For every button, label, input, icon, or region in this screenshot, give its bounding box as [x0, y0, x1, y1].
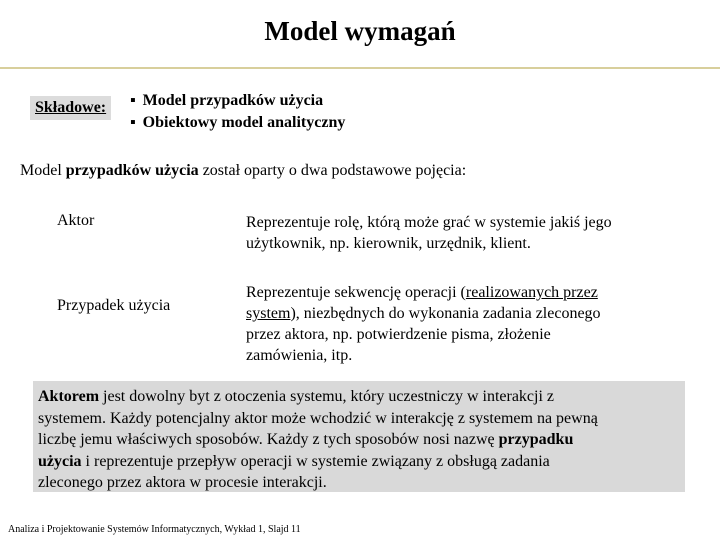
definition-term-actor: Aktor: [57, 212, 95, 229]
actor-definition-box: Aktorem jest dowolny byt z otoczenia systemu, który uczestniczy w interakcji z systemem. Każdy potencjalny aktor może wchodzić w interakcję z systemem na pewną liczbę jemu właściwych sposobów. Każdy z tych sposobów nosi nazwę przypadku użycia i reprezentuje przepływ operacji w systemie związany z obsługą zadania zleconego przez aktora w procesie interakcji.: [33, 381, 685, 492]
footer: Analiza i Projektowanie Systemów Informatycznych, Wykład 1, Slajd 11: [8, 524, 301, 535]
definition-term-use-case: Przypadek użycia: [57, 297, 171, 314]
title-divider: [0, 67, 720, 69]
components-label: Składowe:: [30, 96, 111, 120]
components-list: [130, 90, 345, 134]
definition-desc-actor: Reprezentuje rolę, którą może grać w systemie jakiś jego użytkownik, np. kierownik, urzędnik, klient.: [246, 214, 612, 252]
intro-text: Model przypadków użycia został oparty o dwa podstawowe pojęcia:: [20, 162, 467, 179]
intro-bold-term: przypadków użycia: [65, 162, 199, 179]
component-item-object-model: ▪ Obiektowy model analityczny: [130, 112, 345, 134]
component-item-use-case-model: ▪ Model przypadków użycia: [130, 90, 345, 112]
definition-desc-use-case: Reprezentuje sekwencję operacji (realizowanych przez system), niezbędnych do wykonania zadania zleconego przez aktora, np. potwierdzenie pisma, złożenie zamówienia, itp.: [246, 284, 601, 364]
page-title: Model wymagań: [264, 16, 456, 46]
